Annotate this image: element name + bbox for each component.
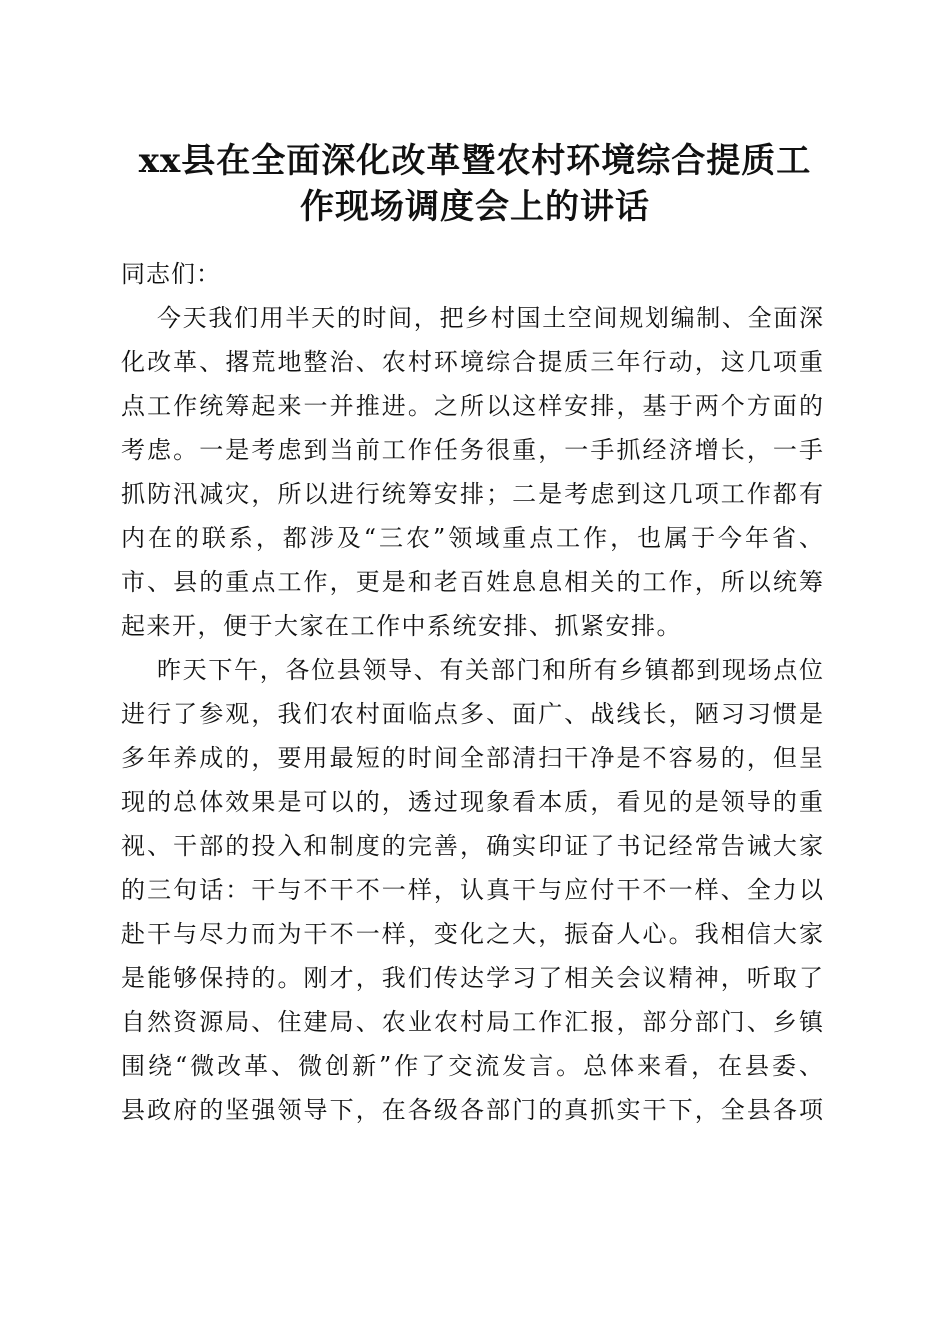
text-line: 的三句话：干与不干不一样，认真干与应付干不一样、全力以 [121, 876, 823, 904]
text-line: 起来开，便于大家在工作中系统安排、抓紧安排。 [121, 612, 682, 640]
text-line: 围绕“微改革、微创新”作了交流发言。总体来看，在县委、 [121, 1052, 823, 1080]
text-line: 点工作统筹起来一并推进。之所以这样安排，基于两个方面的 [121, 392, 823, 420]
text-line: 进行了参观，我们农村面临点多、面广、战线长，陋习习惯是 [121, 700, 823, 728]
salutation: 同志们： [121, 260, 221, 288]
document-body [121, 252, 823, 1132]
paragraph-1 [121, 296, 823, 648]
document-title [100, 138, 850, 230]
text-line: 自然资源局、住建局、农业农村局工作汇报，部分部门、乡镇 [121, 1008, 823, 1036]
text-line: 是能够保持的。刚才，我们传达学习了相关会议精神，听取了 [121, 964, 823, 992]
text-line: 抓防汛减灾，所以进行统筹安排；二是考虑到这几项工作都有 [121, 480, 823, 508]
text-line: 内在的联系，都涉及“三农”领域重点工作，也属于今年省、 [121, 524, 823, 552]
title-line-1: xx县在全面深化改革暨农村环境综合提质工 [138, 141, 812, 181]
text-line: 考虑。一是考虑到当前工作任务很重，一手抓经济增长，一手 [121, 436, 823, 464]
paragraph-2 [121, 648, 823, 1132]
text-line: 昨天下午，各位县领导、有关部门和所有乡镇都到现场点位 [157, 656, 823, 684]
text-line: 视、干部的投入和制度的完善，确实印证了书记经常告诫大家 [121, 832, 823, 860]
text-line: 化改革、撂荒地整治、农村环境综合提质三年行动，这几项重 [121, 348, 823, 376]
text-line: 市、县的重点工作，更是和老百姓息息相关的工作，所以统筹 [121, 568, 823, 596]
text-line: 多年养成的，要用最短的时间全部清扫干净是不容易的，但呈 [121, 744, 823, 772]
title-line-2: 作现场调度会上的讲话 [300, 187, 650, 227]
text-line: 县政府的坚强领导下，在各级各部门的真抓实干下，全县各项 [121, 1096, 823, 1124]
text-line: 今天我们用半天的时间，把乡村国土空间规划编制、全面深 [157, 304, 823, 332]
text-line: 现的总体效果是可以的，透过现象看本质，看见的是领导的重 [121, 788, 823, 816]
text-line: 赴干与尽力而为干不一样，变化之大，振奋人心。我相信大家 [121, 920, 823, 948]
